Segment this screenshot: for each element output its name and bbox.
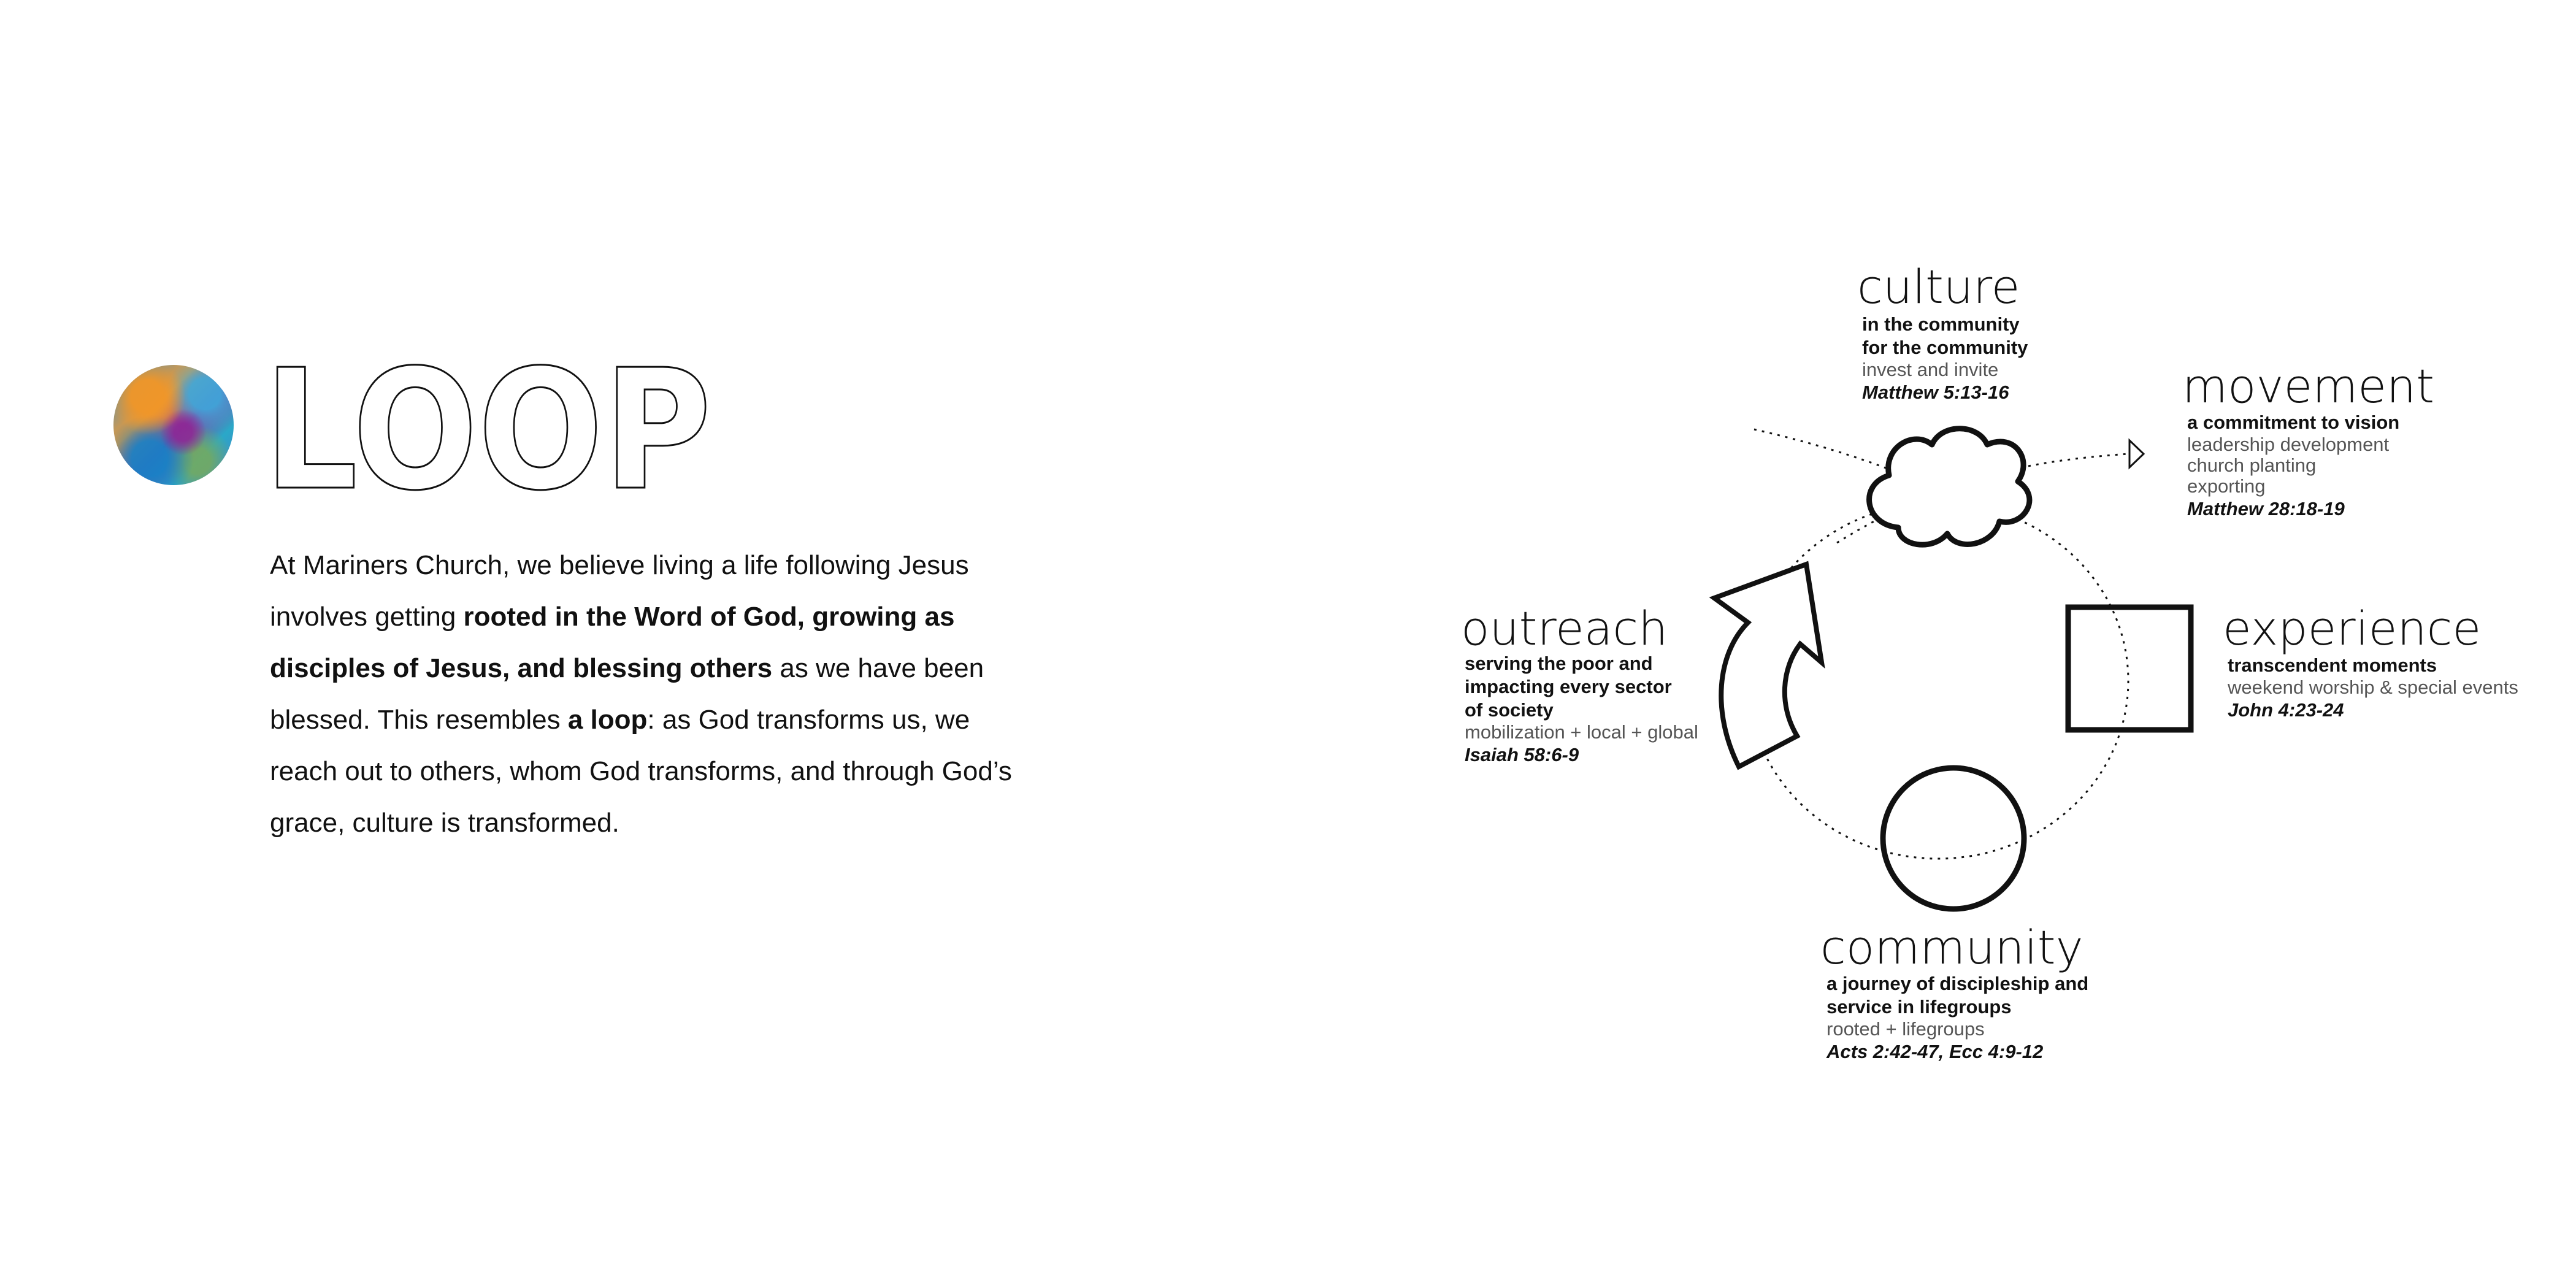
node-outreach-details xyxy=(1465,652,1698,767)
community-light-1: rooted + lifegroups xyxy=(1827,1018,1985,1040)
culture-ref: Matthew 5:13-16 xyxy=(1862,381,2009,403)
node-outreach xyxy=(1461,601,1668,656)
node-movement xyxy=(2182,359,2435,413)
curved-arrow-icon xyxy=(1714,564,1822,767)
outreach-bold-3: of society xyxy=(1465,699,1554,721)
intro-text-3: : as God transforms us, we reach out to others, whom God transforms, and through God’s grace, culture is transformed. xyxy=(270,705,1012,838)
outreach-heading: outreach xyxy=(1461,601,1668,656)
intro-bold-1: rooted in the Word of God, growing as disciples of Jesus, and blessing others xyxy=(270,602,955,683)
experience-heading: experience xyxy=(2223,601,2482,656)
outreach-bold-2: impacting every sector xyxy=(1465,676,1672,697)
experience-bold-1: transcendent moments xyxy=(2228,654,2437,676)
community-bold-1: a journey of discipleship and xyxy=(1827,973,2089,994)
page-title-text: LOOP xyxy=(264,362,711,503)
arrow-icon xyxy=(2129,440,2144,467)
movement-heading: movement xyxy=(2182,359,2435,413)
node-culture-details xyxy=(1862,313,2028,405)
intro-text-1: At Mariners Church, we believe living a life following Jesus involves getting xyxy=(270,550,969,632)
movement-ref: Matthew 28:18-19 xyxy=(2187,498,2345,519)
node-community xyxy=(1820,920,2083,975)
movement-light-1: leadership development xyxy=(2187,434,2390,455)
experience-light-1: weekend worship & special events xyxy=(2228,677,2518,698)
outreach-light-1: mobilization + local + global xyxy=(1465,721,1698,743)
culture-light-1: invest and invite xyxy=(1862,359,1999,380)
node-community-details xyxy=(1827,972,2088,1064)
outreach-bold-1: serving the poor and xyxy=(1465,653,1653,674)
intro-bold-2: a loop xyxy=(567,705,648,735)
outreach-ref: Isaiah 58:6-9 xyxy=(1465,744,1579,765)
movement-bold-1: a commitment to vision xyxy=(2187,412,2400,433)
community-ref: Acts 2:42-47, Ecc 4:9-12 xyxy=(1827,1041,2044,1062)
node-experience xyxy=(2223,601,2482,656)
node-movement-details xyxy=(2187,411,2399,521)
circle-icon xyxy=(1883,768,2024,909)
movement-light-3: exporting xyxy=(2187,475,2266,497)
square-icon xyxy=(2068,607,2191,730)
culture-heading: culture xyxy=(1857,259,2020,314)
movement-light-2: church planting xyxy=(2187,454,2317,476)
community-heading: community xyxy=(1820,920,2083,975)
node-culture xyxy=(1857,259,2020,314)
loop-path xyxy=(1748,503,2128,859)
node-experience-details xyxy=(2228,654,2518,723)
intro-text-2: as we have been blessed. This resembles xyxy=(270,653,984,735)
experience-ref: John 4:23-24 xyxy=(2228,699,2344,721)
community-bold-2: service in lifegroups xyxy=(1827,996,2012,1018)
cloud-icon xyxy=(1869,429,2030,545)
culture-bold-2: for the community xyxy=(1862,337,2028,358)
culture-bold-1: in the community xyxy=(1862,313,2020,335)
